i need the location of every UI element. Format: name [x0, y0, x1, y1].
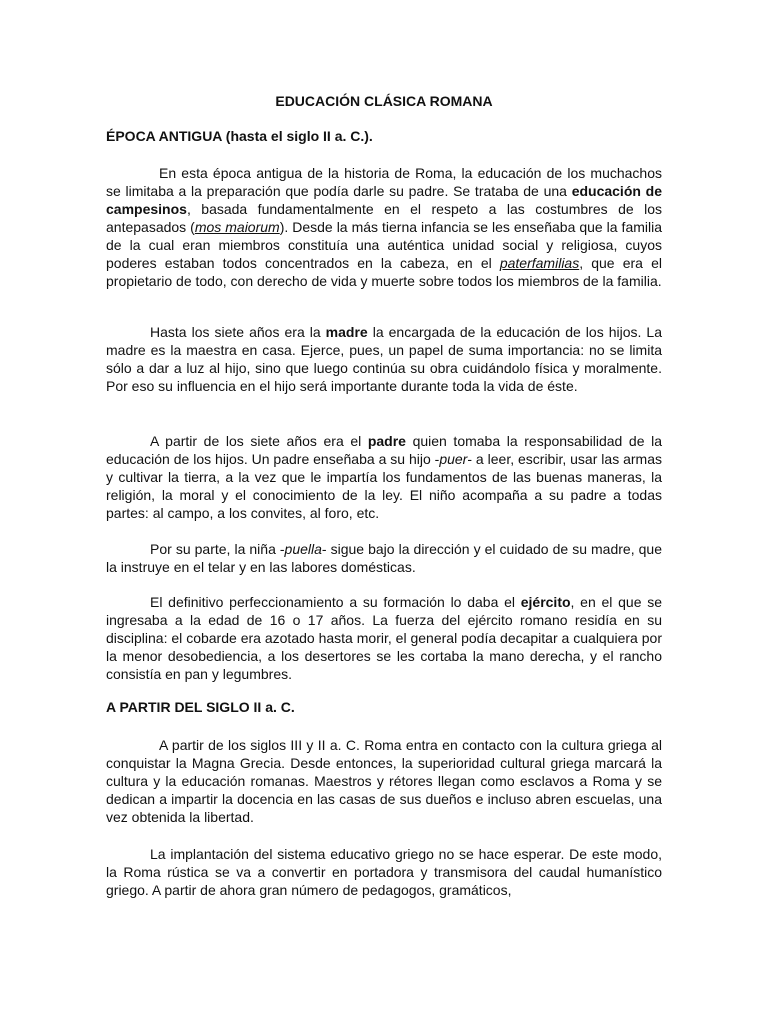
- paragraph-epoca-antigua-intro: [106, 164, 662, 290]
- bold-term-educacion-campesinos: educación de campesinos: [106, 183, 663, 217]
- text-run: ). Desde la más tierna infancia se les enseñaba que la familia de la cual eran miembros constituía una auténtica unidad social y religiosa, cuyos poderes estaban todos concentrados en la cabeza, en el: [106, 219, 663, 271]
- bold-term-padre: padre: [367, 433, 406, 449]
- text-run: A partir de los siete años era el: [150, 433, 368, 449]
- text-run: - a leer, escribir, usar las armas y cultivar la tierra, a la vez que le impartía los fundamentos de las buenas maneras, la religión, la moral y el conocimiento de la ley. El niño acompaña a su padre a todas partes: al campo, a los convites, al foro, etc.: [106, 451, 662, 521]
- text-run: - sigue bajo la dirección y el cuidado de su madre, que la instruye en el telar y en las labores domésticas.: [106, 541, 662, 575]
- paragraph-padre: [106, 432, 662, 522]
- text-run: , en el que se ingresaba a la edad de 16 o 17 años. La fuerza del ejército romano residía en su disciplina: el cobarde era azotado hasta morir, el general podía decapitar a cualquiera por la menor desobediencia, a los desertores se les cortaba la mano derecha, y el rancho consistía en pan y legumbres.: [106, 594, 663, 682]
- text-run: , que era el propietario de todo, con derecho de vida y muerte sobre todos los miembros de la familia.: [106, 255, 662, 289]
- paragraph-sistema-griego: La implantación del sistema educativo griego no se hace esperar. De este modo, la Roma rústica se va a convertir en portadora y transmisora del caudal humanístico griego. A partir de ahora gran número de pedagogos, gramáticos,: [106, 846, 662, 898]
- paragraph-ejercito: [106, 593, 662, 683]
- text-run: la encargada de la educación de los hijos. La madre es la maestra en casa. Ejerce, pues, un papel de suma importancia: no se limita sólo a dar a luz al hijo, sino que luego continúa su obra cuidándolo física y moralmente. Por eso su influencia en el hijo será importante durante toda la vida de éste.: [106, 324, 662, 394]
- bold-term-ejercito: ejército: [520, 594, 571, 610]
- latin-term-puer: puer: [439, 451, 468, 467]
- text-run: El definitivo perfeccionamiento a su formación lo daba el: [150, 594, 521, 610]
- paragraph-contacto-grecia: A partir de los siglos III y II a. C. Roma entra en contacto con la cultura griega al conquistar la Magna Grecia. Desde entonces, la superioridad cultural griega marcará la cultura y la educación romanas. Maestros y rétores llegan como esclavos a Roma y se dedican a impartir la docencia en las casas de sus dueños e incluso abren escuelas, una vez obtenida la libertad.: [106, 737, 662, 825]
- text-run: Por su parte, la niña -: [150, 541, 285, 557]
- text-run: , basada fundamentalmente en el respeto a las costumbres de los antepasados (: [106, 201, 662, 235]
- section-heading-epoca-antigua: ÉPOCA ANTIGUA (hasta el siglo II a. C.).: [106, 128, 373, 144]
- section-heading-siglo-ii: A PARTIR DEL SIGLO II a. C.: [106, 699, 295, 715]
- document-title: EDUCACIÓN CLÁSICA ROMANA: [275, 93, 493, 109]
- latin-term-paterfamilias: paterfamilias: [499, 255, 580, 271]
- bold-term-madre: madre: [325, 324, 368, 340]
- paragraph-puella: [106, 540, 662, 576]
- latin-term-puella: puella: [284, 541, 322, 557]
- paragraph-madre: [106, 323, 662, 395]
- text-run: quien tomaba la responsabilidad de la educación de los hijos. Un padre enseñaba a su hijo -: [106, 433, 662, 467]
- text-run: En esta época antigua de la historia de Roma, la educación de los muchachos se limitaba a la preparación que podía darle su padre. Se trataba de una: [106, 165, 662, 199]
- latin-term-mos-maiorum: mos maiorum: [194, 219, 280, 235]
- text-run: Hasta los siete años era la: [150, 324, 326, 340]
